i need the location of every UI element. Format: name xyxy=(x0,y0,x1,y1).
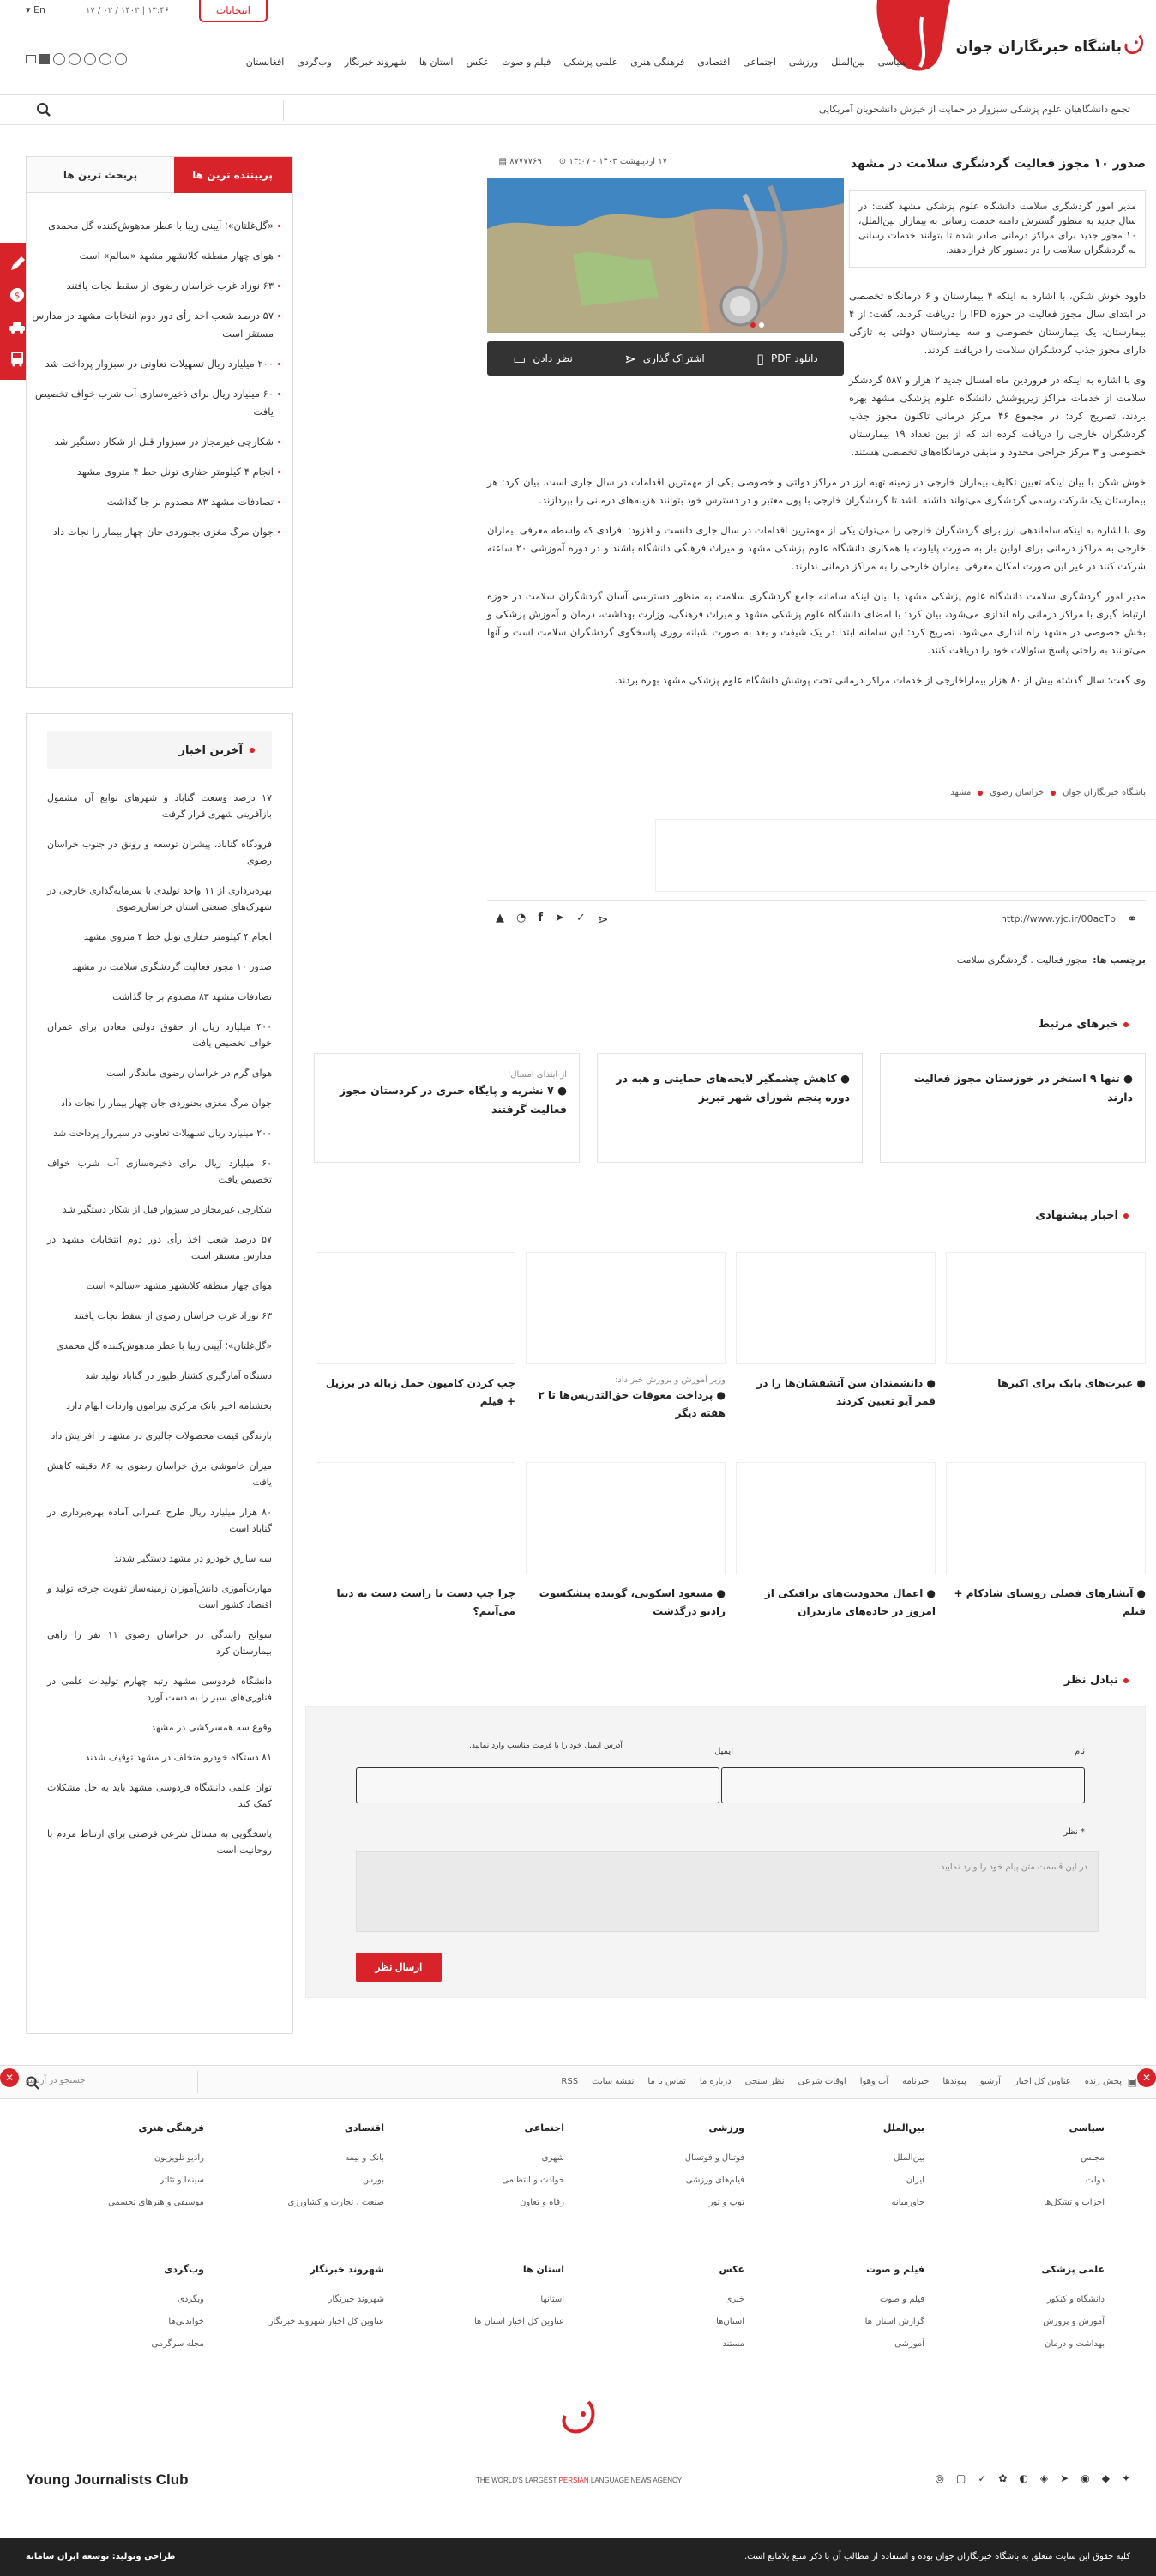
footer-column-link[interactable]: حوادث و انتظامی xyxy=(502,2176,564,2185)
latest-item[interactable]: سه سارق خودرو در مشهد دستگیر شدند xyxy=(114,1553,272,1564)
footer-column-link[interactable]: فیلم‌های ورزشی xyxy=(685,2176,744,2185)
footer-link[interactable]: آرشیو xyxy=(979,2077,1001,2086)
footer-search-icon[interactable] xyxy=(26,2076,39,2090)
android-icon[interactable]: ✦ xyxy=(1121,2472,1130,2484)
suggested-card[interactable]: ● عبرت‌های بابک برای اکبرها xyxy=(946,1252,1146,1432)
latest-item[interactable]: بارندگی قیمت محصولات جالیزی در مشهد را افزایش داد xyxy=(51,1430,272,1441)
popular-list xyxy=(32,217,280,553)
header-datetime: ۱۳:۴۶ | ۱۴۰۳ / ۰۲ / ۱۷ xyxy=(86,6,170,15)
footer-column-link[interactable]: صنعت ، تجارت و کشاورزی xyxy=(287,2198,384,2207)
footer-column-link[interactable]: بهداشت و درمان xyxy=(1045,2339,1105,2349)
eitaa-icon[interactable]: ◐ xyxy=(1019,2472,1028,2484)
latest-item[interactable]: ۶۳ نوزاد غرب خراسان رضوی از سقط نجات یافتند xyxy=(73,1310,272,1321)
latest-list xyxy=(47,790,272,1872)
popular-item[interactable]: ۲۰۰ میلیارد ریال تسهیلات تعاونی در سبزوار پرداخت شد xyxy=(32,355,280,373)
article-meta xyxy=(487,157,667,166)
pdf-icon: ▯ xyxy=(756,350,765,367)
footer-link[interactable]: RSS xyxy=(561,2077,579,2086)
article-summary: مدیر امور گردشگری سلامت دانشگاه علوم پزشکی مشهد گفت: در سال جدید به منظور گسترش دامنه خدمت رسانی به بیماران بین‌الملل، ۱۰ مجوز جدید برای مراکز درمانی صادر شده تا بتوانند خدمات رسانی به گردشگران سلامت را در دستور کار قرار دهند. xyxy=(849,190,1146,268)
footer-column-title[interactable]: علمی پزشکی xyxy=(1041,2264,1105,2275)
breadcrumb-item[interactable]: باشگاه خبرنگاران جوان xyxy=(1063,788,1146,797)
footer-column-link[interactable]: عناوین کل اخبار استان ها xyxy=(473,2317,564,2326)
site-logo-icon[interactable] xyxy=(1122,33,1146,57)
footer-column xyxy=(50,2264,204,2356)
facebook-icon[interactable]: f xyxy=(538,912,543,924)
email-note: آدرس ایمیل خود را با فرمت مناسب وارد نمایید. xyxy=(469,1742,623,1750)
suggested-card[interactable]: وزیر آموزش و پرورش خبر داد: ● پرداخت معوقات حق‌التدریس‌ها تا ۲ هفته دیگر xyxy=(526,1252,726,1432)
footer-column-title[interactable]: فیلم و صوت xyxy=(866,2264,924,2275)
footer-column-link[interactable]: خواندنی‌ها xyxy=(168,2317,204,2326)
tv-icon[interactable] xyxy=(26,55,36,63)
latest-item[interactable]: ۵۷ درصد شعب اخذ رأی دور دوم انتخابات مشهد در مدارس مستقر است xyxy=(47,1234,272,1261)
footer-column-link[interactable]: گزارش استان ها xyxy=(864,2317,924,2326)
article-paragraph: مدیر امور گردشگری سلامت دانشگاه علوم پزشکی مشهد با بیان اینکه سامانه جامع گردشگری سلامت به منظور دسترسی آسان گردشگران سلامت در حوزه ارتباط گیری با مراکز درمانی راه اندازی می‌شود، بیان کرد: با امضای دانشگاه علوم پزشکی مشهد و میراث فرهنگی، وزارت بهداشت، درمان و آموزش پزشکی و بخش خصوصی در مشهد راه اندازی می‌شود، تصریح کرد: این سامانه ابتدا در یک شیفت و بعد به صورت شبانه روزی پاسخگوی گردشگران سلامت است و آنها می‌توانند به راحتی پاسخ سئوالات خود را دریافت کنند. xyxy=(487,590,1146,656)
suggested-heading xyxy=(1035,1209,1129,1222)
comment-icon: ▭ xyxy=(513,350,527,367)
related-card[interactable]: از ابتدای امسال؛ ● ۷ نشریه و پایگاه خبری در کردستان مجوز فعالیت گرفتند xyxy=(314,1053,580,1163)
bus-icon[interactable] xyxy=(8,349,27,368)
article-paragraph: وی با اشاره به اینکه در فروردین ماه امسال جدید ۲ هزار و ۵۸۷ گردشگر سلامت از خدمات مراکز زیرپوشش دانشگاه علوم پزشکی مشهد بهره بردند، تصریح کرد: در مجموع ۴۶ مرکز درمانی تاکنون مجوز جذب گردشگران خارجی را دریافت کرده اند که از بین تعداد ۱۹ بیمارستان خصوصی و ۳ مرکز جراحی محدود و مابقی درمانگاه‌های تخصصی هستند. xyxy=(849,374,1147,458)
aparat-icon[interactable]: ✿ xyxy=(998,2472,1008,2484)
related-news xyxy=(340,1053,1146,1173)
share-network-icon[interactable]: ⋖ xyxy=(597,912,609,927)
name-label: نام xyxy=(1074,1747,1085,1756)
footer-column xyxy=(230,2122,384,2214)
currency-icon[interactable] xyxy=(8,286,27,304)
breadcrumb-item[interactable]: خراسان رضوی xyxy=(990,788,1045,797)
ticker-headline[interactable]: تجمع دانشگاهیان علوم پزشکی سبزوار در حمایت از خیزش دانشجویان آمریکایی xyxy=(818,104,1130,115)
latest-item[interactable]: وقوع سه همسرکشی در مشهد xyxy=(151,1722,272,1733)
footer-search-input[interactable]: جستجو در آرشیو xyxy=(26,2076,86,2085)
section-dot xyxy=(1123,1022,1129,1027)
footer-logo-icon[interactable] xyxy=(557,2397,600,2440)
ad-placeholder xyxy=(655,819,1156,892)
tab-most-discussed[interactable]: پربحث ترین ها xyxy=(27,157,174,193)
related-heading-text: خبرهای مرتبط xyxy=(1038,1018,1118,1031)
footer-column-link[interactable]: استان‌ها xyxy=(716,2317,744,2326)
breadcrumb-item[interactable]: مشهد xyxy=(950,788,972,797)
main-nav xyxy=(246,57,907,68)
suggested-card[interactable]: ● آبشارهای فصلی روستای شادکام + فیلم xyxy=(946,1462,1146,1642)
tagline-pre: THE WORLD'S LARGEST xyxy=(476,2477,559,2484)
instagram-icon[interactable] xyxy=(99,53,111,65)
pen-icon[interactable] xyxy=(8,255,27,274)
footer-column-title[interactable]: عکس xyxy=(719,2264,744,2275)
suggested-thumb[interactable] xyxy=(736,1462,936,1574)
latest-item[interactable]: صدور ۱۰ مجوز فعالیت گردشگری سلامت در مشهد xyxy=(72,961,272,972)
latest-item[interactable]: ۲۰۰ میلیارد ریال تسهیلات تعاونی در سبزوار پرداخت شد xyxy=(53,1128,272,1139)
breadcrumb-dot xyxy=(1051,791,1056,796)
footer-column-link[interactable]: توپ و تور xyxy=(708,2198,744,2207)
comments-heading-text: تبادل نظر xyxy=(1063,1674,1118,1687)
car-icon[interactable] xyxy=(8,318,27,337)
article-code-text: ۸۷۷۷۷۶۹ xyxy=(509,157,542,166)
suggested-title[interactable]: عبرت‌های بابک برای اکبرها xyxy=(997,1377,1134,1389)
article-paragraph: وی با اشاره به اینکه ساماندهی ارز برای گردشگران خارجی را می‌توان یکی از مهمترین اقدامات در سال جاری دانست و افزود: افرادی که واسطه معرفی بیماران خارجی به مراکز درمانی برای اولین بار به صورت پایلوت با همکاری دانشگاه علوم پزشکی مشهد و میراث فرهنگی دانشگاه باشند و در دوره آموزشی ۲۰ ساعته شرکت کنند در غیر این صورت امکان معرفی بیماران خارجی را به مراکز درمانی ندارند. xyxy=(487,524,1146,572)
section-dot xyxy=(250,748,255,753)
language-label[interactable]: En xyxy=(33,4,45,15)
footer-column xyxy=(590,2122,744,2214)
search-icon[interactable] xyxy=(36,102,51,117)
instagram-icon[interactable]: ▢ xyxy=(955,2472,966,2484)
tags-label: برچسب ها: xyxy=(1093,954,1146,966)
comment-label[interactable]: نظر دادن xyxy=(533,352,573,364)
nav-item[interactable]: عکس xyxy=(466,57,490,68)
popular-item[interactable]: جوان مرگ مغزی بجنوردی جان چهار بیمار را نجات داد xyxy=(32,523,280,541)
article-paragraph: وی گفت: سال گذشته بیش از ۸۰ هزار بیماراخارجی از خدمات مراکز درمانی تحت پوشش دانشگاه علوم پزشکی مشهد بهره بردند. xyxy=(614,674,1146,686)
footer-link[interactable]: آب وهوا xyxy=(859,2077,889,2086)
whatsapp-icon[interactable]: ◔ xyxy=(516,912,527,924)
article-paragraph: داوود خوش شکن، با اشاره به اینکه ۴ بیمارستان و ۶ درمانگاه تخصصی در ابتدای سال مجوز فعالیت در حوزه IPD را دریافت کردند، گفت: از ۴ بیمارستان، یک بیمارستان خصوصی و سه بیمارستان دولتی به تازگی دارای مجوز جذب گردشگران سلامت را دریافت کردند. xyxy=(849,290,1147,356)
suggested-title[interactable]: دانشمندان سن آتشفشان‌ها را در قمر آیو تعیین کردند xyxy=(756,1377,936,1407)
comments-heading xyxy=(1064,1674,1129,1687)
news-ticker xyxy=(0,94,1156,125)
ticker-divider xyxy=(283,100,284,121)
footer-column-link[interactable]: دانشگاه و کنکور xyxy=(1046,2295,1105,2304)
header-time: ۱۳:۴۶ xyxy=(148,6,170,15)
related-sub: از ابتدای امسال؛ xyxy=(508,1070,567,1080)
footer-column-title[interactable]: اقتصادی xyxy=(344,2122,384,2134)
footer-column-link[interactable]: فیلم و صوت xyxy=(879,2295,924,2304)
logo-swoosh-icon[interactable] xyxy=(869,0,954,86)
suggested-heading-text: اخبار پیشنهادی xyxy=(1035,1209,1118,1222)
short-url[interactable]: http://www.yjc.ir/00acTp xyxy=(1000,913,1116,924)
brand-english: Young Journalists Club xyxy=(26,2471,189,2488)
popular-item[interactable]: ۶۰ میلیارد ریال برای ذخیره‌سازی آب شرب خواف تخصیص یافت xyxy=(32,385,280,421)
footer-column xyxy=(50,2122,204,2214)
section-dot xyxy=(1123,1678,1129,1683)
suggested-title[interactable]: چپ کردن کامیون حمل زباله در برزیل + فیلم xyxy=(325,1377,515,1407)
nav-item[interactable]: سیاسی xyxy=(877,57,907,68)
footer-column-link[interactable]: عناوین کل اخبار شهروند خبرنگار xyxy=(268,2317,384,2326)
latest-item[interactable]: بخشنامه اخیر بانک مرکزی پیرامون واردات ابهام دارد xyxy=(65,1400,272,1411)
suggested-thumb[interactable] xyxy=(736,1252,936,1364)
comment-textarea[interactable]: در این قسمت متن پیام خود را وارد نمایید. xyxy=(356,1851,1099,1932)
header-date: ۱۴۰۳ / ۰۲ / ۱۷ xyxy=(86,6,140,15)
comment-form xyxy=(305,1706,1146,1998)
suggested-title[interactable]: چرا چپ دست یا راست دست به دنیا می‌آییم؟ xyxy=(336,1587,515,1617)
footer-column-link[interactable]: سینما و تئاتر xyxy=(160,2176,204,2185)
article-body xyxy=(487,287,1146,701)
footer-column-title[interactable]: ورزشی xyxy=(708,2122,744,2134)
suggested-card[interactable]: ● دانشمندان سن آتشفشان‌ها را در قمر آیو تعیین کردند xyxy=(736,1252,936,1432)
related-heading xyxy=(1039,1018,1129,1031)
footer-column xyxy=(410,2122,564,2214)
footer-column-link[interactable]: احزاب و تشکل‌ها xyxy=(1044,2198,1105,2207)
live-icon[interactable]: ▣ xyxy=(1127,2076,1137,2088)
tags-list[interactable]: مجوز فعالیت . گردشگری سلامت xyxy=(956,954,1087,966)
footer-column-link[interactable]: رفاه و تعاون xyxy=(520,2198,564,2207)
latest-item[interactable]: ۸۰ هزار میلیارد ریال طرح عمرانی آماده بهره‌برداری در گناباد است xyxy=(47,1507,272,1534)
site-name[interactable]: باشگاه خبرنگاران جوان xyxy=(955,39,1122,56)
breadcrumb-dot xyxy=(978,791,983,796)
footer-link[interactable]: تماس با ما xyxy=(647,2077,686,2086)
popular-item[interactable]: «گل‌غلتان»؛ آیینی زیبا با عطر مدهوش‌کننده گل محمدی xyxy=(32,217,280,235)
article-tags xyxy=(957,954,1146,966)
related-title[interactable]: ۷ نشریه و پایگاه خبری در کردستان مجوز فعالیت گرفتند xyxy=(340,1084,567,1116)
related-card[interactable]: ● تنها ۹ استخر در خوزستان مجوز فعالیت دارند xyxy=(880,1053,1146,1163)
suggested-thumb[interactable] xyxy=(946,1252,1146,1364)
suggested-news xyxy=(316,1252,1146,1617)
footer-column-link[interactable]: استانها xyxy=(540,2295,564,2304)
footer-column-link[interactable]: دولت xyxy=(1085,2176,1105,2185)
comment-label: * نظر xyxy=(1063,1827,1085,1837)
latest-item[interactable]: انجام ۴ کیلومتر حفاری تونل خط ۴ متروی مشهد xyxy=(83,931,272,942)
footer-column xyxy=(770,2122,924,2214)
share-bar xyxy=(487,900,1146,936)
nav-item[interactable]: فیلم و صوت xyxy=(502,57,551,68)
nav-item[interactable]: علمی پزشکی xyxy=(563,57,618,68)
footer-column xyxy=(950,2264,1105,2356)
related-title[interactable]: کاهش چشمگیر لایحه‌های حمایتی و هبه در دوره پنجم شورای شهر تبریز xyxy=(616,1072,850,1104)
latest-item[interactable]: ۶۰ میلیارد ریال برای ذخیره‌سازی آب شرب خواف تخصیص یافت xyxy=(47,1158,272,1185)
latest-item[interactable]: شکارچی غیرمجاز در سبزوار قبل از شکار دستگیر شد xyxy=(62,1204,272,1215)
footer-column-link[interactable]: خاورمیانه xyxy=(891,2198,924,2207)
latest-item[interactable]: ۴۰۰ میلیارد ریال از حقوق دولتی معادن برای عمران خواف تخصیص یافت xyxy=(47,1021,272,1049)
footer-column-link[interactable]: موسیقی و هنرهای تجسمی xyxy=(108,2198,204,2207)
telegram-icon[interactable] xyxy=(115,53,127,65)
footer-column-link[interactable]: مجلس xyxy=(1081,2153,1105,2163)
nav-item[interactable]: بین‌الملل xyxy=(831,57,865,68)
latest-heading xyxy=(47,731,272,769)
footer-column-title[interactable]: شهروند خبرنگار xyxy=(310,2264,384,2275)
latest-item[interactable]: سوانح رانندگی در خراسان رضوی ۱۱ نفر را راهی بیمارستان کرد xyxy=(47,1629,272,1657)
nav-item[interactable]: استان ها xyxy=(418,57,454,68)
language-switch[interactable]: En ▾ xyxy=(26,4,45,15)
suggested-title[interactable]: اعمال محدودیت‌های ترافیکی از امروز در جاده‌های مازندران xyxy=(764,1587,936,1617)
nav-item[interactable]: افغانستان xyxy=(245,57,285,68)
nav-item[interactable]: شهروند خبرنگار xyxy=(344,57,406,68)
nav-item[interactable]: اقتصادی xyxy=(697,57,731,68)
suggested-card[interactable] xyxy=(316,1462,515,1642)
article-title: صدور ۱۰ مجوز فعالیت گردشگری سلامت در مشهد xyxy=(850,157,1146,171)
footer-column-title[interactable]: بین‌الملل xyxy=(882,2122,924,2134)
footer-column-link[interactable]: آموزشی xyxy=(894,2339,924,2349)
footer-column-title[interactable]: استان ها xyxy=(522,2264,564,2275)
latest-item[interactable]: مهارت‌آموزی دانش‌آموزان زمینه‌ساز تقویت چرخه تولید و اقتصاد کشور است xyxy=(47,1583,272,1610)
footer-column-title[interactable]: سیاسی xyxy=(1069,2122,1105,2134)
popular-item[interactable]: هوای چهار منطقه کلانشهر مشهد «سالم» است xyxy=(32,247,280,265)
aparat-icon[interactable] xyxy=(69,53,81,65)
popular-box xyxy=(26,156,293,688)
suggested-title[interactable]: آبشارهای فصلی روستای شادکام + فیلم xyxy=(954,1587,1146,1617)
footer-column-link[interactable]: آموزش و پرورش xyxy=(1043,2317,1105,2326)
youtube-icon[interactable] xyxy=(84,53,96,65)
footer-column-link[interactable]: ایران xyxy=(906,2176,924,2185)
twitter-icon[interactable]: ✓ xyxy=(978,2472,987,2484)
footer-column-link[interactable]: فوتبال و فوتسال xyxy=(684,2153,744,2163)
report-icon[interactable]: ▲ xyxy=(496,912,504,924)
name-input[interactable] xyxy=(721,1767,1085,1803)
nav-item[interactable]: اجتماعی xyxy=(743,57,776,68)
footer-column-link[interactable]: وبگردی xyxy=(178,2295,204,2304)
latest-item[interactable]: میزان خاموشی برق خراسان رضوی به ۸۶ دقیقه کاهش یافت xyxy=(47,1460,272,1488)
nav-item[interactable]: فرهنگی هنری xyxy=(630,57,685,68)
latest-box xyxy=(26,713,293,2034)
footer-social xyxy=(935,2472,1130,2484)
section-dot xyxy=(1123,1213,1129,1219)
footer-close-left-icon[interactable]: ✕ xyxy=(0,2068,19,2087)
bale-icon[interactable]: ◉ xyxy=(1081,2472,1090,2484)
elections-button[interactable]: انتخابات xyxy=(199,0,268,22)
tagline-red: PERSIAN xyxy=(558,2477,589,2484)
popular-item[interactable]: ۶۳ نوزاد غرب خراسان رضوی از سقط نجات یافتند xyxy=(32,277,280,295)
latest-item[interactable]: فرودگاه گناباد، پیشران توسعه و رونق در جنوب خراسان رضوی xyxy=(47,839,272,866)
design-credit[interactable]: طراحی وتولید: توسعه ایران سامانه xyxy=(26,2552,176,2561)
footer-column xyxy=(410,2264,564,2333)
popular-item[interactable]: انجام ۴ کیلومتر حفاری تونل خط ۴ متروی مشهد xyxy=(32,463,280,481)
latest-item[interactable]: «گل‌غلتان»؛ آیینی زیبا با عطر مدهوش‌کننده گل محمدی xyxy=(56,1340,272,1351)
suggested-sub: وزیر آموزش و پرورش خبر داد: xyxy=(615,1375,726,1385)
footer-column-link[interactable]: مجله سرگرمی xyxy=(151,2339,204,2349)
footer-column xyxy=(230,2264,384,2333)
suggested-card[interactable] xyxy=(316,1252,515,1432)
footer-column xyxy=(590,2264,744,2356)
latest-item[interactable]: ۱۷ درصد وسعت گناباد و شهرهای توابع آن مشمول بازآفرینی شهری قرار گرفت xyxy=(47,792,272,820)
latest-item[interactable]: دانشگاه فردوسی مشهد رتبه چهارم تولیدات علمی در فناوری‌های سبز را به دست آورد xyxy=(47,1676,272,1703)
article-date: ۱۷ اردیبهشت ۱۴۰۳ - ۱۳:۰۷ ⊙ xyxy=(558,157,667,166)
footer-link[interactable]: نظر سنجی xyxy=(744,2077,785,2086)
nav-item[interactable]: وب‌گردی xyxy=(297,57,332,68)
footer-column-title[interactable]: وب‌گردی xyxy=(164,2264,204,2275)
latest-item[interactable]: جوان مرگ مغزی بجنوردی جان چهار بیمار را نجات داد xyxy=(60,1098,272,1109)
footer-column-link[interactable]: شهروند خبرنگار xyxy=(328,2295,384,2304)
latest-item[interactable]: هوای گرم در خراسان رضوی ماندگار است xyxy=(105,1068,272,1079)
footer-column-link[interactable]: بانک و بیمه xyxy=(345,2153,384,2163)
popular-item[interactable]: ۵۷ درصد شعب اخذ رأی دور دوم انتخابات مشهد در مدارس مستقر است xyxy=(32,307,280,343)
latest-item[interactable]: توان علمی دانشگاه فردوسی مشهد باید به حل مشکلات کمک کند xyxy=(47,1782,272,1809)
share-label[interactable]: اشتراک گذاری xyxy=(642,352,705,364)
breadcrumb xyxy=(950,788,1146,797)
share-icon: ⋖ xyxy=(624,350,636,367)
footer-column-link[interactable]: بورس xyxy=(363,2176,384,2185)
suggested-thumb[interactable] xyxy=(316,1252,515,1364)
nav-item[interactable]: ورزشی xyxy=(788,57,819,68)
rubika-icon[interactable]: ◈ xyxy=(1039,2472,1049,2484)
related-card[interactable]: ● کاهش چشمگیر لایحه‌های حمایتی و هبه در دوره پنجم شورای شهر تبریز xyxy=(597,1053,863,1163)
brand-tagline xyxy=(476,2477,682,2484)
article-code: ۸۷۷۷۷۶۹ ▤ xyxy=(498,157,542,166)
twitter-icon[interactable]: ✓ xyxy=(575,912,586,924)
email-input[interactable] xyxy=(356,1767,719,1803)
rss-icon[interactable] xyxy=(53,53,65,65)
footer-column-link[interactable]: مستند xyxy=(722,2339,744,2349)
telegram-icon[interactable]: ➤ xyxy=(1060,2472,1069,2484)
svg-text:$: $ xyxy=(14,292,21,301)
footer-link[interactable]: اوقات شرعی xyxy=(798,2077,846,2086)
footer-links xyxy=(561,2077,1122,2086)
footer-column xyxy=(770,2264,924,2356)
footer-divider xyxy=(197,2071,198,2093)
popular-item[interactable]: شکارچی غیرمجاز در سبزوار قبل از شکار دستگیر شد xyxy=(32,433,280,451)
footer-bar xyxy=(0,2065,1156,2099)
share-icons xyxy=(496,912,608,927)
copyright-text: کلیه حقوق این سایت متعلق به باشگاه خبرنگاران جوان بوده و استفاده از مطالب آن با ذکر منبع بلامانع است. xyxy=(744,2552,1130,2561)
site-header xyxy=(0,0,1156,86)
latest-item[interactable]: هوای چهار منطقه کلانشهر مشهد «سالم» است xyxy=(86,1280,272,1291)
footer-link[interactable]: پیوندها xyxy=(942,2077,966,2086)
latest-item[interactable]: پاسخگویی به مسائل شرعی فرصتی برای ارتباط مردم با روحانیت است xyxy=(47,1828,272,1856)
footer-column-title[interactable]: فرهنگی هنری xyxy=(138,2122,204,2134)
email-label: ایمیل xyxy=(714,1747,733,1756)
footer-column-link[interactable]: بین‌الملل xyxy=(894,2153,924,2163)
suggested-title[interactable]: مسعود اسکویی، گوینده پیشکسوت رادیو درگذشت xyxy=(539,1587,726,1617)
footer-column-link[interactable]: رادیو تلویزیون xyxy=(154,2153,204,2163)
footer-column-title[interactable]: اجتماعی xyxy=(524,2122,564,2134)
footer-close-right-icon[interactable]: ✕ xyxy=(1137,2068,1156,2087)
suggested-thumb[interactable] xyxy=(946,1462,1146,1574)
link-icon[interactable]: ⚭ xyxy=(1127,912,1137,926)
pdf-label[interactable]: دانلود PDF xyxy=(771,352,818,364)
soroush-icon[interactable]: ◆ xyxy=(1101,2472,1110,2484)
latest-heading-text: آخرین اخبار xyxy=(178,743,243,757)
suggested-thumb[interactable] xyxy=(526,1252,726,1364)
copyright-bar xyxy=(0,2538,1156,2576)
article-date-text: ۱۷ اردیبهشت ۱۴۰۳ - ۱۳:۰۷ xyxy=(569,157,667,166)
suggested-thumb[interactable] xyxy=(526,1462,726,1574)
footer-column-link[interactable]: خبری xyxy=(725,2295,744,2304)
latest-item[interactable]: تصادفات مشهد ۸۳ مصدوم بر جا گذاشت xyxy=(112,991,272,1002)
latest-item[interactable]: دستگاه آمارگیری کشتار طیور در گناباد تولید شد xyxy=(85,1370,272,1381)
suggested-title[interactable]: پرداخت معوقات حق‌التدریس‌ها تا ۲ هفته دیگر xyxy=(538,1389,726,1419)
related-title[interactable]: تنها ۹ استخر در خوزستان مجوز فعالیت دارند xyxy=(913,1072,1133,1104)
popular-item[interactable]: تصادفات مشهد ۸۳ مصدوم بر جا گذاشت xyxy=(32,493,280,511)
suggested-card[interactable]: ● مسعود اسکویی، گوینده پیشکسوت رادیو درگذشت xyxy=(526,1462,726,1642)
rss-icon[interactable]: ◎ xyxy=(935,2472,944,2484)
latest-item[interactable]: بهره‌برداری از ۱۱ واحد تولیدی با سرمایه‌گذاری خارجی در شهرک‌های صنعتی استان خراسان‌رضوی xyxy=(47,885,272,912)
footer-column xyxy=(950,2122,1105,2214)
footer-link[interactable]: درباره ما xyxy=(699,2077,732,2086)
store-icon[interactable] xyxy=(39,54,50,64)
suggested-card[interactable]: ● اعمال محدودیت‌های ترافیکی از امروز در جاده‌های مازندران xyxy=(736,1462,936,1642)
telegram-icon[interactable]: ➤ xyxy=(555,912,564,924)
tab-most-viewed[interactable]: پربیننده ترین ها xyxy=(172,157,292,193)
footer-link[interactable]: نقشه سایت xyxy=(592,2077,635,2086)
footer-column-link[interactable]: شهری xyxy=(541,2153,564,2163)
footer-link[interactable]: عناوین کل اخبار xyxy=(1014,2077,1071,2086)
footer-link[interactable]: خبرنامه xyxy=(902,2077,930,2086)
suggested-thumb[interactable] xyxy=(316,1462,515,1574)
latest-item[interactable]: ۸۱ دستگاه خودرو متخلف در مشهد توقیف شدند xyxy=(85,1752,272,1763)
footer-link[interactable]: پخش زنده xyxy=(1084,2077,1122,2086)
article-paragraph: خوش شکن با بیان اینکه تعیین تکلیف بیماران خارجی در زمینه تهیه ارز در مراکز دولتی و خصوصی یکی از مهمترین اقدامات در سال جاری است، بیان کرد: هر بیمارستان یک شرکت رسمی گردشگری می‌تواند داشته باشد تا گردشگران خارجی با پول معتبر و در دسترس خود بتوانند هزینه‌های درمانی را بپردازند. xyxy=(487,476,1146,506)
tagline-post: LANGUAGE NEWS AGENCY xyxy=(588,2477,683,2484)
submit-comment-button[interactable]: ارسال نظر xyxy=(356,1953,442,1982)
header-icons xyxy=(26,53,127,65)
